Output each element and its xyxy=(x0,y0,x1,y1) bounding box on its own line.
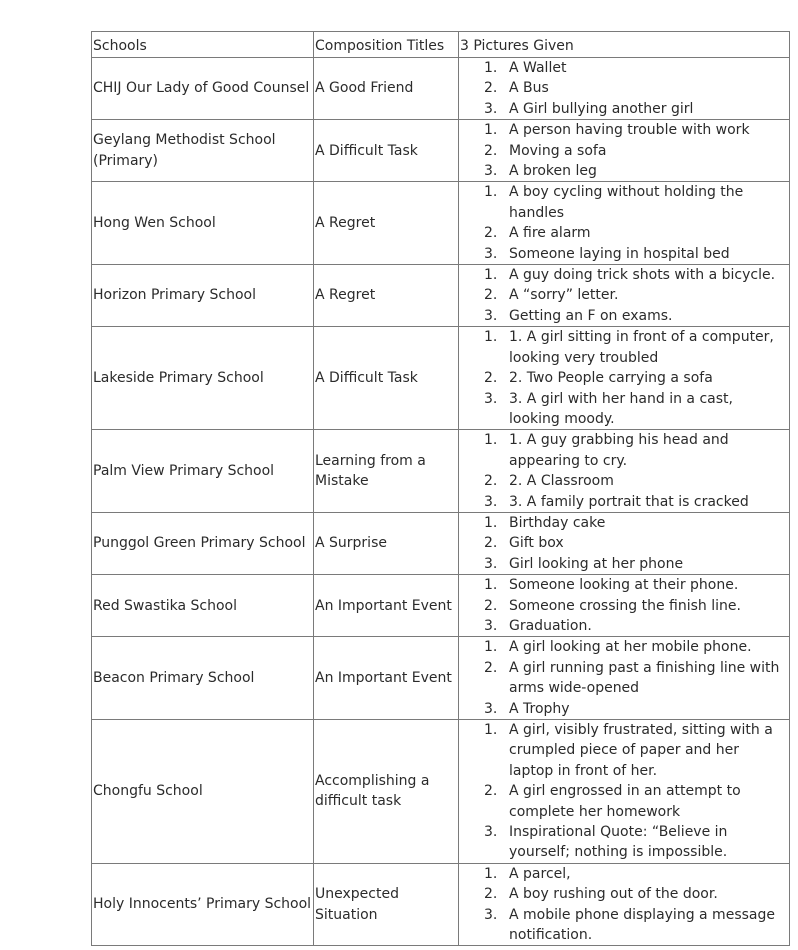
picture-item xyxy=(460,368,789,388)
picture-item xyxy=(460,596,789,616)
composition-title: A Difficult Task xyxy=(314,327,459,430)
picture-item xyxy=(460,99,789,119)
picture-description: A fire alarm xyxy=(509,225,591,242)
picture-item xyxy=(460,554,789,574)
picture-description: Someone laying in hospital bed xyxy=(509,245,730,262)
list-number: 1. xyxy=(484,432,498,449)
picture-description: 1. A guy grabbing his head and appearing to cry. xyxy=(509,432,729,469)
picture-description: A boy cycling without holding the handles xyxy=(509,184,744,221)
pictures-cell xyxy=(459,58,790,120)
pictures-cell xyxy=(459,720,790,864)
list-number: 1. xyxy=(484,722,498,738)
pictures-cell xyxy=(459,430,790,513)
list-number: 3. xyxy=(484,390,498,407)
list-number: 2. xyxy=(484,473,498,490)
list-number: 3. xyxy=(484,700,498,717)
school-name: Beacon Primary School xyxy=(92,637,314,720)
list-number: 3. xyxy=(484,824,498,841)
picture-item xyxy=(460,533,789,553)
picture-item xyxy=(460,141,789,161)
pictures-list xyxy=(460,120,789,181)
pictures-cell xyxy=(459,265,790,327)
pictures-list xyxy=(460,265,789,326)
picture-item xyxy=(460,658,789,699)
picture-description: Someone crossing the finish line. xyxy=(509,597,741,614)
picture-item xyxy=(460,720,789,781)
list-number: 1. xyxy=(484,865,498,882)
school-name: Lakeside Primary School xyxy=(92,327,314,430)
list-number: 1. xyxy=(484,60,498,76)
table-row xyxy=(92,58,790,120)
table-row xyxy=(92,637,790,720)
composition-title: A Difficult Task xyxy=(314,120,459,182)
table-row xyxy=(92,430,790,513)
list-number: 1. xyxy=(484,329,498,346)
picture-item xyxy=(460,905,789,946)
pictures-list xyxy=(460,575,789,636)
table-row xyxy=(92,120,790,182)
table-row xyxy=(92,512,790,574)
picture-item xyxy=(460,637,789,657)
table-body xyxy=(92,58,790,946)
picture-item xyxy=(460,120,789,140)
pictures-list xyxy=(460,182,789,264)
picture-description: A “sorry” letter. xyxy=(509,287,619,304)
picture-description: A person having trouble with work xyxy=(509,122,750,139)
picture-item xyxy=(460,306,789,326)
header-schools: Schools xyxy=(92,32,314,58)
list-number: 2. xyxy=(484,287,498,304)
picture-item xyxy=(460,58,789,78)
picture-item xyxy=(460,244,789,264)
picture-description: Girl looking at her phone xyxy=(509,555,684,572)
picture-description: A guy doing trick shots with a bicycle. xyxy=(509,267,776,284)
picture-description: Graduation. xyxy=(509,617,592,634)
school-name: Holy Innocents’ Primary School xyxy=(92,863,314,946)
school-name: Chongfu School xyxy=(92,720,314,864)
table-row xyxy=(92,575,790,637)
school-name: Hong Wen School xyxy=(92,182,314,265)
picture-item xyxy=(460,884,789,904)
composition-title: Unexpected Situation xyxy=(314,863,459,946)
pictures-list xyxy=(460,327,789,429)
picture-item xyxy=(460,492,789,512)
pictures-list xyxy=(460,864,789,946)
list-number: 3. xyxy=(484,617,498,634)
picture-description: A Wallet xyxy=(509,60,567,76)
picture-description: A girl looking at her mobile phone. xyxy=(509,639,752,656)
header-row xyxy=(92,32,790,58)
picture-description: A broken leg xyxy=(509,163,597,180)
picture-description: A girl running past a finishing line with arms wide-opened xyxy=(509,659,780,697)
composition-title: A Regret xyxy=(314,182,459,265)
picture-description: Moving a sofa xyxy=(509,142,607,159)
composition-title: An Important Event xyxy=(314,637,459,720)
schools-table xyxy=(91,31,790,946)
picture-description: A Girl bullying another girl xyxy=(509,100,694,117)
school-name: Horizon Primary School xyxy=(92,265,314,327)
picture-description: A mobile phone displaying a message notification. xyxy=(509,906,775,944)
picture-item xyxy=(460,223,789,243)
list-number: 2. xyxy=(484,225,498,242)
pictures-cell xyxy=(459,512,790,574)
composition-title: A Regret xyxy=(314,265,459,327)
picture-item xyxy=(460,161,789,181)
composition-title: Accomplishing a difficult task xyxy=(314,720,459,864)
school-name: Red Swastika School xyxy=(92,575,314,637)
pictures-cell xyxy=(459,120,790,182)
school-name: CHIJ Our Lady of Good Counsel xyxy=(92,58,314,120)
list-number: 2. xyxy=(484,783,498,800)
school-name: Palm View Primary School xyxy=(92,430,314,513)
list-number: 3. xyxy=(484,906,498,923)
pictures-list xyxy=(460,430,789,512)
picture-item xyxy=(460,265,789,285)
picture-description: Birthday cake xyxy=(509,514,606,531)
pictures-cell xyxy=(459,575,790,637)
table-row xyxy=(92,863,790,946)
picture-item xyxy=(460,471,789,491)
list-number: 2. xyxy=(484,886,498,903)
pictures-cell xyxy=(459,182,790,265)
list-number: 1. xyxy=(484,639,498,656)
picture-item xyxy=(460,616,789,636)
picture-description: 3. A girl with her hand in a cast, looking moody. xyxy=(509,390,733,427)
picture-item xyxy=(460,864,789,884)
list-number: 2. xyxy=(484,80,498,97)
picture-description: A Trophy xyxy=(509,700,570,717)
table-row xyxy=(92,265,790,327)
picture-description: 2. A Classroom xyxy=(509,473,614,490)
list-number: 2. xyxy=(484,535,498,552)
picture-item xyxy=(460,781,789,822)
pictures-list xyxy=(460,720,789,863)
picture-description: A girl engrossed in an attempt to complete her homework xyxy=(509,783,741,820)
picture-description: Gift box xyxy=(509,535,564,552)
pictures-cell xyxy=(459,637,790,720)
list-number: 3. xyxy=(484,555,498,572)
list-number: 2. xyxy=(484,597,498,614)
picture-description: A girl, visibly frustrated, sitting with a crumpled piece of paper and her laptop in front of her. xyxy=(509,722,773,779)
list-number: 2. xyxy=(484,142,498,159)
picture-item xyxy=(460,182,789,223)
composition-title: A Surprise xyxy=(314,512,459,574)
composition-title: An Important Event xyxy=(314,575,459,637)
list-number: 1. xyxy=(484,267,498,284)
list-number: 3. xyxy=(484,163,498,180)
list-number: 3. xyxy=(484,245,498,262)
table-row xyxy=(92,327,790,430)
picture-description: 1. A girl sitting in front of a computer, looking very troubled xyxy=(509,329,774,366)
list-number: 3. xyxy=(484,307,498,324)
header-composition-titles: Composition Titles xyxy=(314,32,459,58)
picture-item xyxy=(460,389,789,430)
picture-description: 2. Two People carrying a sofa xyxy=(509,370,713,387)
picture-item xyxy=(460,699,789,719)
picture-description: A Bus xyxy=(509,80,549,97)
school-name: Punggol Green Primary School xyxy=(92,512,314,574)
list-number: 3. xyxy=(484,493,498,510)
picture-description: Inspirational Quote: “Believe in yourself; nothing is impossible. xyxy=(509,824,728,861)
picture-item xyxy=(460,513,789,533)
picture-description: Someone looking at their phone. xyxy=(509,577,739,594)
pictures-list xyxy=(460,637,789,719)
list-number: 1. xyxy=(484,122,498,139)
table-row xyxy=(92,720,790,864)
pictures-cell xyxy=(459,327,790,430)
pictures-list xyxy=(460,58,789,119)
list-number: 1. xyxy=(484,184,498,201)
picture-item xyxy=(460,822,789,863)
picture-description: Getting an F on exams. xyxy=(509,307,673,324)
pictures-cell xyxy=(459,863,790,946)
composition-title: Learning from a Mistake xyxy=(314,430,459,513)
table-row xyxy=(92,182,790,265)
list-number: 2. xyxy=(484,659,498,676)
pictures-list xyxy=(460,513,789,574)
picture-item xyxy=(460,327,789,368)
picture-item xyxy=(460,78,789,98)
list-number: 1. xyxy=(484,577,498,594)
school-name: Geylang Methodist School (Primary) xyxy=(92,120,314,182)
picture-description: A boy rushing out of the door. xyxy=(509,886,718,903)
list-number: 2. xyxy=(484,370,498,387)
picture-description: 3. A family portrait that is cracked xyxy=(509,493,749,510)
composition-title: A Good Friend xyxy=(314,58,459,120)
picture-item xyxy=(460,285,789,305)
list-number: 3. xyxy=(484,100,498,117)
header-pictures-given: 3 Pictures Given xyxy=(459,32,790,58)
picture-item xyxy=(460,575,789,595)
list-number: 1. xyxy=(484,514,498,531)
picture-description: A parcel, xyxy=(509,865,571,882)
picture-item xyxy=(460,430,789,471)
